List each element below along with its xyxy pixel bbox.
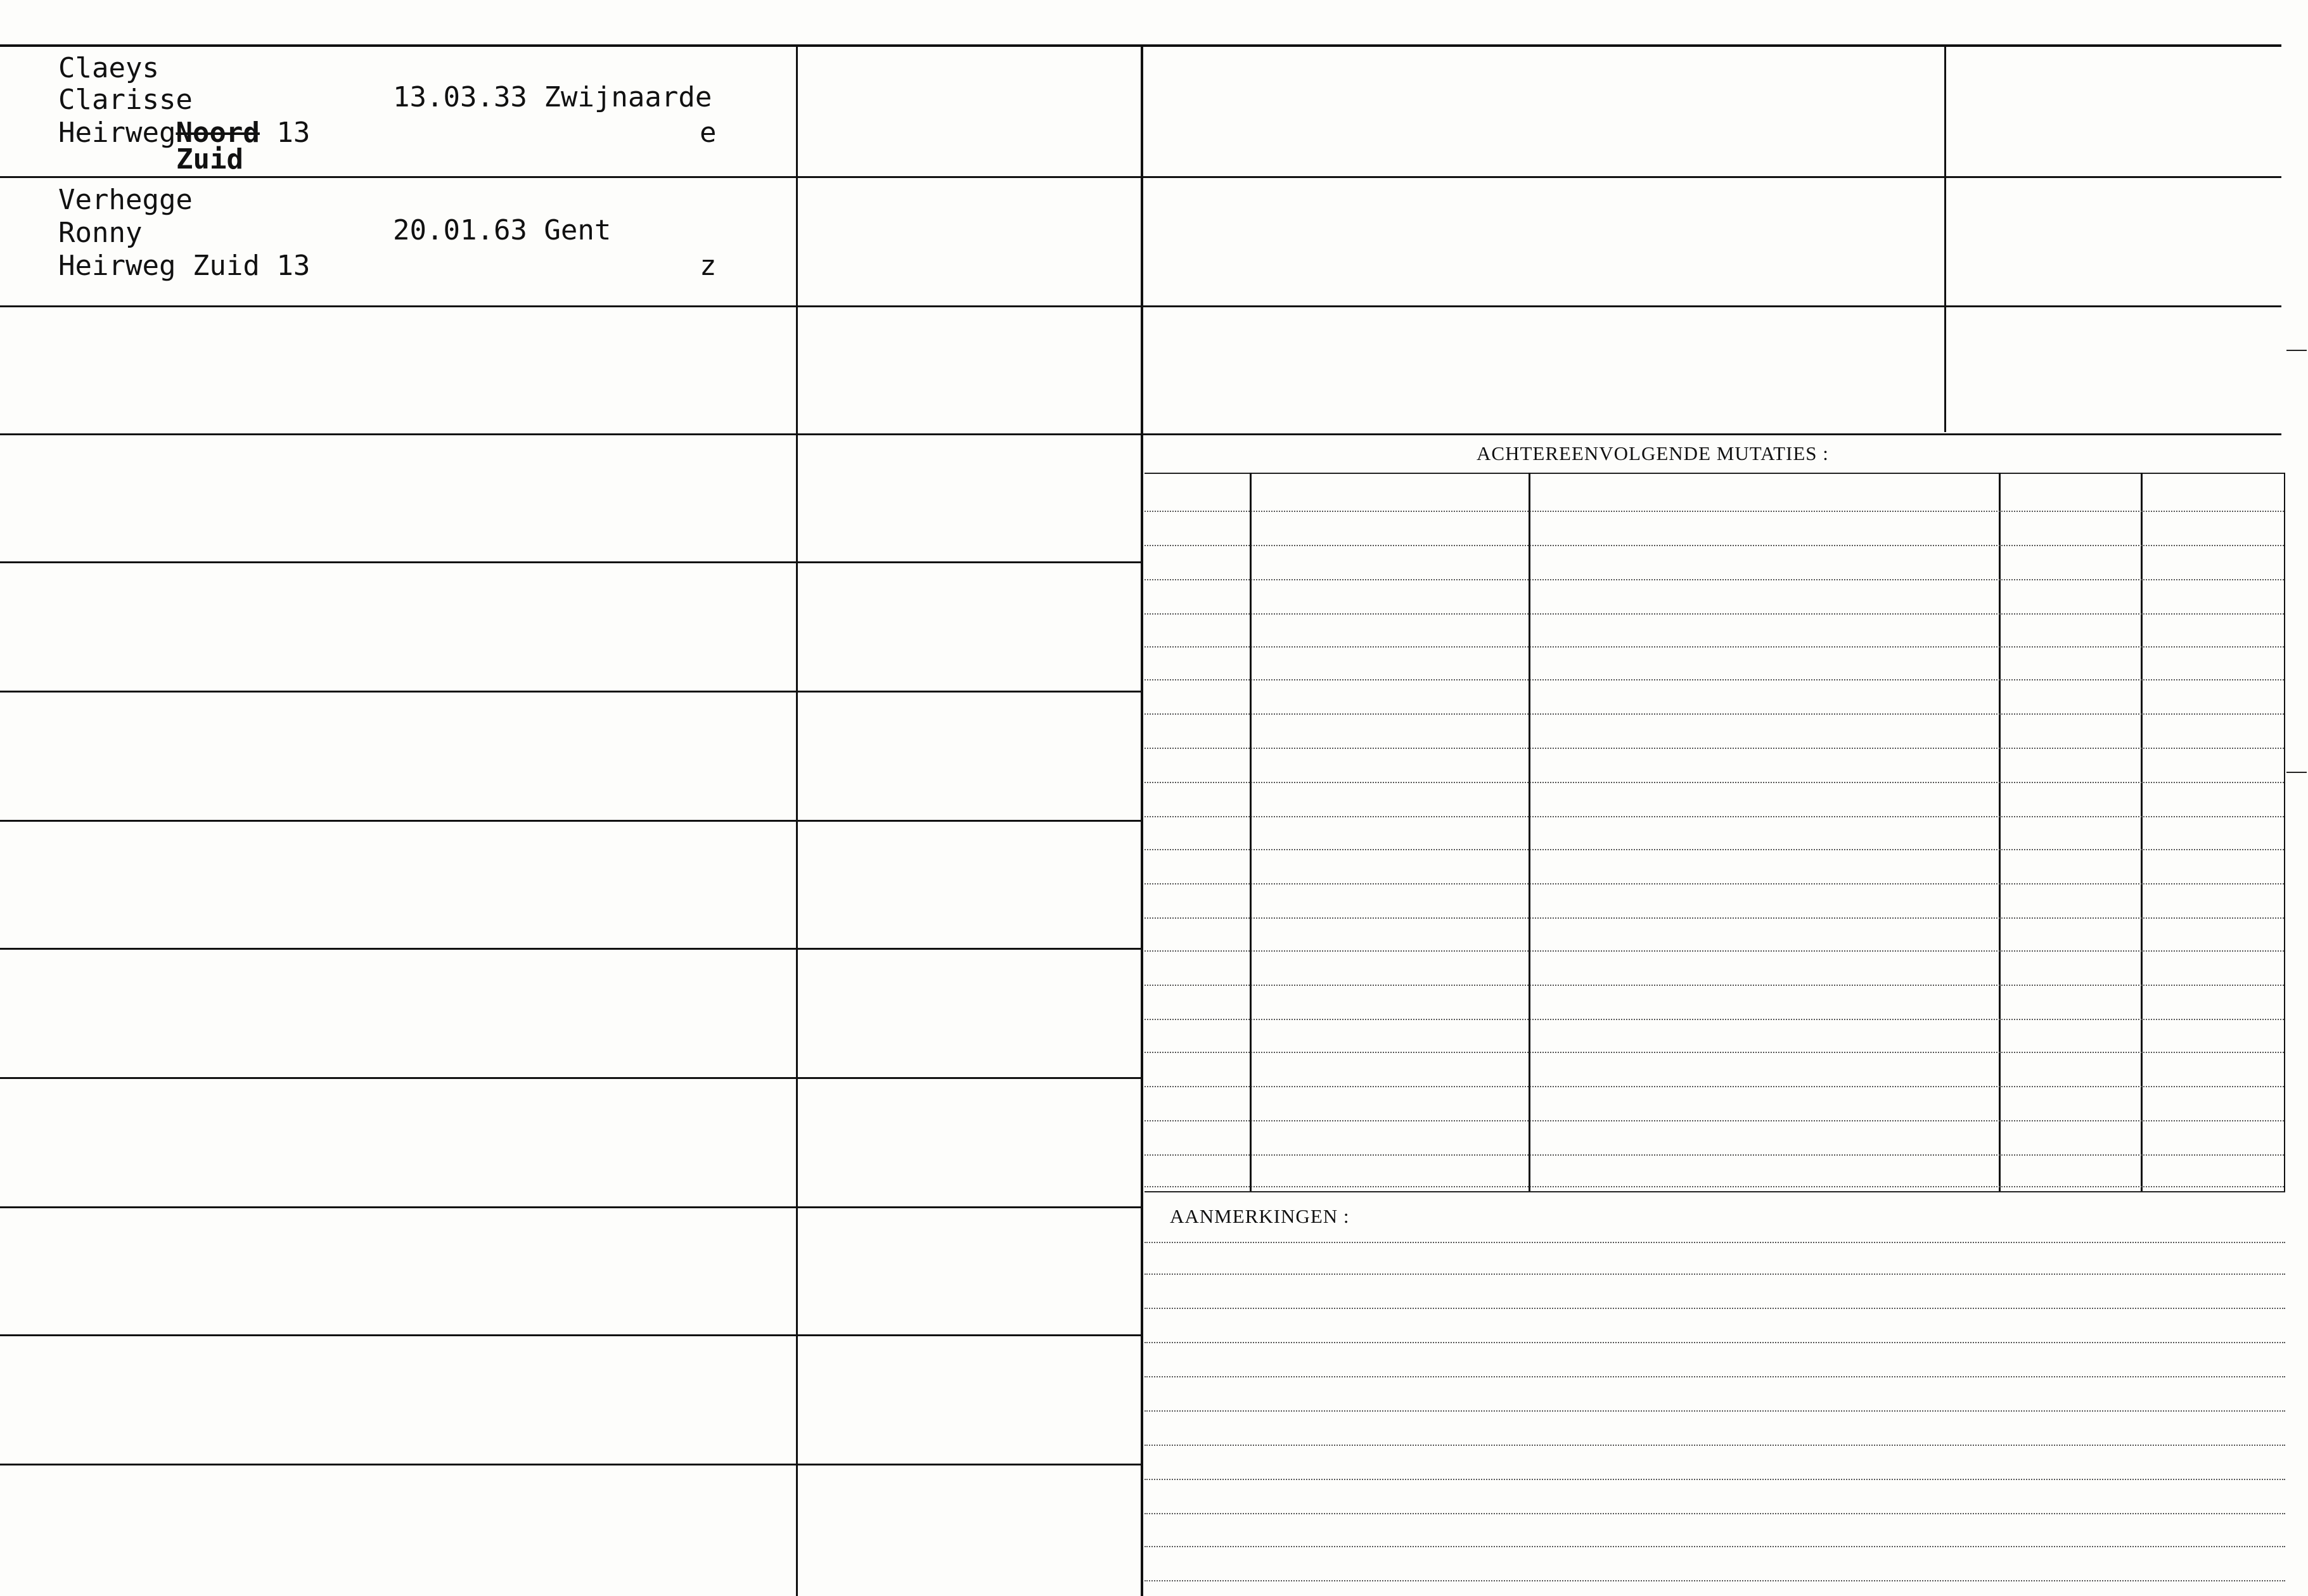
remark-line [1144, 1479, 2285, 1480]
code: z [700, 250, 717, 282]
mutation-row-line [1144, 917, 2284, 919]
remark-line [1144, 1342, 2285, 1343]
edge-mark [2286, 772, 2307, 773]
remark-line [1144, 1546, 2285, 1547]
mutation-row-line [1144, 1120, 2284, 1121]
struck-street-suffix: Noord [176, 117, 260, 149]
mutation-row-line [1144, 1052, 2284, 1053]
mutation-row-line [1144, 985, 2284, 986]
birth-date-place: 20.01.63 Gent [393, 214, 612, 246]
row-separator [0, 1206, 1141, 1208]
row-separator [0, 691, 1141, 693]
mutations-top-border [1144, 473, 2285, 474]
mutation-row-line [1144, 1186, 2284, 1187]
mutations-header: ACHTEREENVOLGENDE MUTATIES : [1477, 442, 1829, 464]
mutation-row-line [1144, 782, 2284, 783]
row-separator [0, 948, 1141, 950]
firstname: Ronny [58, 217, 143, 249]
mutation-row-line [1144, 1019, 2284, 1020]
street: Heirweg [58, 117, 176, 149]
row-separator [0, 1464, 1141, 1465]
mutations-column-divider [1529, 473, 1530, 1191]
house-number: 13 [276, 117, 311, 149]
mutations-column-divider [2141, 473, 2143, 1191]
mutation-row-line [1144, 1086, 2284, 1087]
remark-line [1144, 1242, 2285, 1243]
mutations-column-divider [1250, 473, 1252, 1191]
column-divider-2 [1141, 46, 1143, 1596]
row-separator [0, 820, 1141, 822]
code: e [700, 117, 717, 149]
row-separator [0, 1077, 1141, 1079]
birth-date-place: 13.03.33 Zwijnaarde [393, 81, 712, 113]
firstname: Clarisse [58, 84, 193, 116]
row-separator [0, 305, 2281, 307]
remark-line [1144, 1308, 2285, 1309]
mutations-column-divider [2284, 473, 2285, 1191]
mutation-row-line [1144, 613, 2284, 615]
mutation-row-line [1144, 646, 2284, 648]
remark-line [1144, 1274, 2285, 1275]
column-divider-3 [1944, 46, 1946, 432]
row-separator [0, 176, 2281, 178]
mutation-row-line [1144, 748, 2284, 749]
remark-line [1144, 1376, 2285, 1377]
mutation-row-line [1144, 816, 2284, 817]
mutation-row-line [1144, 511, 2284, 512]
surname: Claeys [58, 52, 159, 84]
remark-line [1144, 1513, 2285, 1514]
street-correction: Zuid [176, 143, 243, 176]
mutation-row-line [1144, 713, 2284, 715]
remark-line [1144, 1410, 2285, 1412]
edge-mark [2286, 350, 2307, 351]
mutations-column-divider [1999, 473, 2001, 1191]
mutation-row-line [1144, 950, 2284, 952]
row-separator [0, 433, 2281, 435]
mutation-row-line [1144, 1154, 2284, 1156]
mutation-row-line [1144, 679, 2284, 680]
row-separator [0, 1334, 1141, 1336]
mutation-row-line [1144, 849, 2284, 850]
address: Heirweg Zuid 13 [58, 250, 311, 282]
remarks-header: AANMERKINGEN : [1170, 1205, 1350, 1227]
mutations-bottom-border [1144, 1191, 2285, 1192]
mutation-row-line [1144, 883, 2284, 884]
mutation-row-line [1144, 545, 2284, 546]
surname: Verhegge [58, 184, 193, 216]
row-separator [0, 561, 1141, 563]
remark-line [1144, 1580, 2285, 1581]
remark-line [1144, 1445, 2285, 1446]
mutation-row-line [1144, 579, 2284, 580]
